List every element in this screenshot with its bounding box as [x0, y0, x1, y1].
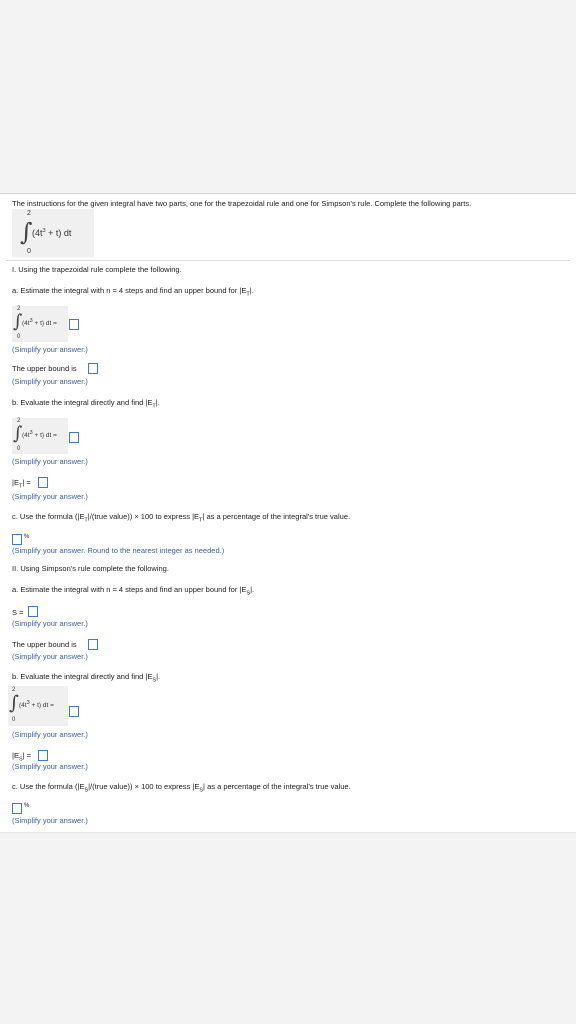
percent-sign: %: [24, 534, 30, 540]
lower-limit: 0: [27, 248, 31, 255]
integral-b-trap: 2 ∫ $(4t^3 + t)$ dt = 0: [12, 418, 68, 454]
integral-b-simpson: 2 ∫ $(4t^3 + t)$ dt = 0: [8, 686, 68, 726]
trap-upper-bound-input[interactable]: [88, 363, 98, 374]
divider: [6, 260, 570, 261]
simpson-percent-input[interactable]: [12, 803, 22, 814]
hint-text: (Simplify your answer.): [12, 619, 88, 628]
upper-bound-label: The upper bound is: [12, 640, 77, 649]
simpson-s-label: S =: [12, 608, 24, 617]
trap-exact-integral-input[interactable]: [69, 432, 79, 443]
integral-sign-icon: ∫: [20, 218, 33, 246]
simpson-upper-bound-input[interactable]: [88, 639, 98, 650]
integral-sign-icon: ∫: [9, 692, 19, 714]
part-two-heading: II. Using Simpson's rule complete the following.: [12, 564, 169, 573]
error-simpson-symbol: $|E_S|$.: [145, 672, 161, 684]
integral-sign-icon: ∫: [13, 423, 23, 444]
part-one-b-prompt: b. Evaluate the integral directly and find $|E_T|$.: [12, 398, 160, 410]
part-two-b-prompt: b. Evaluate the integral directly and find $|E_S|$.: [12, 672, 161, 684]
trap-percent-input[interactable]: [12, 534, 22, 545]
upper-limit: 2: [27, 210, 31, 217]
trap-error-input[interactable]: [38, 477, 48, 488]
hint-text: (Simplify your answer.): [12, 730, 88, 739]
trap-integral-answer-input[interactable]: [69, 319, 79, 330]
hint-text: (Simplify your answer.): [12, 652, 88, 661]
hint-text: (Simplify your answer.): [12, 377, 88, 386]
error-simpson-label: $|E_S|$ =: [12, 751, 32, 763]
integrand: $(4t^3 + t)$ dt: [32, 228, 72, 238]
simpson-exact-integral-input[interactable]: [69, 706, 79, 717]
hint-text: (Simplify your answer.): [12, 345, 88, 354]
integral-a-trap: 2 ∫ $(4t^3 + t)$ dt = 0: [12, 306, 68, 342]
error-trapezoid-symbol: $|E_T|$.: [239, 286, 254, 298]
part-one-c-prompt: c. Use the formula ($|E_T|/(true$ value)) × 100 to express $|E_T|$ as a percentage of the integral's true value.: [12, 512, 351, 524]
error-trapezoid-label: $|E_T|$ =: [12, 478, 31, 490]
part-two-a-prompt: a. Estimate the integral with n = 4 steps and find an upper bound for $|E_S|$.: [12, 585, 255, 597]
simpson-s-input[interactable]: [28, 606, 38, 617]
part-one-heading: I. Using the trapezoidal rule complete the following.: [12, 265, 182, 274]
hint-text: (Simplify your answer.): [12, 457, 88, 466]
hint-text: (Simplify your answer.): [12, 492, 88, 501]
error-simpson-symbol: $|E_S|$.: [239, 585, 255, 597]
instructions-text: The instructions for the given integral have two parts, one for the trapezoidal rule and one for Simpson's rule. Complete the following parts.: [12, 199, 472, 208]
part-one-a-prompt: a. Estimate the integral with n = 4 steps and find an upper bound for $|E_T|$.: [12, 286, 254, 298]
simpson-error-input[interactable]: [38, 750, 48, 761]
main-integral: [12, 209, 94, 257]
error-trapezoid-symbol: $|E_T|$.: [145, 398, 160, 410]
hint-text: (Simplify your answer. Round to the nearest integer as needed.): [12, 546, 225, 555]
hint-text: (Simplify your answer.): [12, 762, 88, 771]
part-two-c-prompt: c. Use the formula ($|E_S|/(true$ value)) × 100 to express $|E_S|$ as a percentage of the integral's true value.: [12, 782, 351, 794]
hint-text: (Simplify your answer.): [12, 816, 88, 825]
integral-sign-icon: ∫: [13, 311, 23, 332]
percent-sign: %: [24, 803, 30, 809]
upper-bound-label: The upper bound is: [12, 364, 77, 373]
question-panel: [0, 193, 576, 833]
